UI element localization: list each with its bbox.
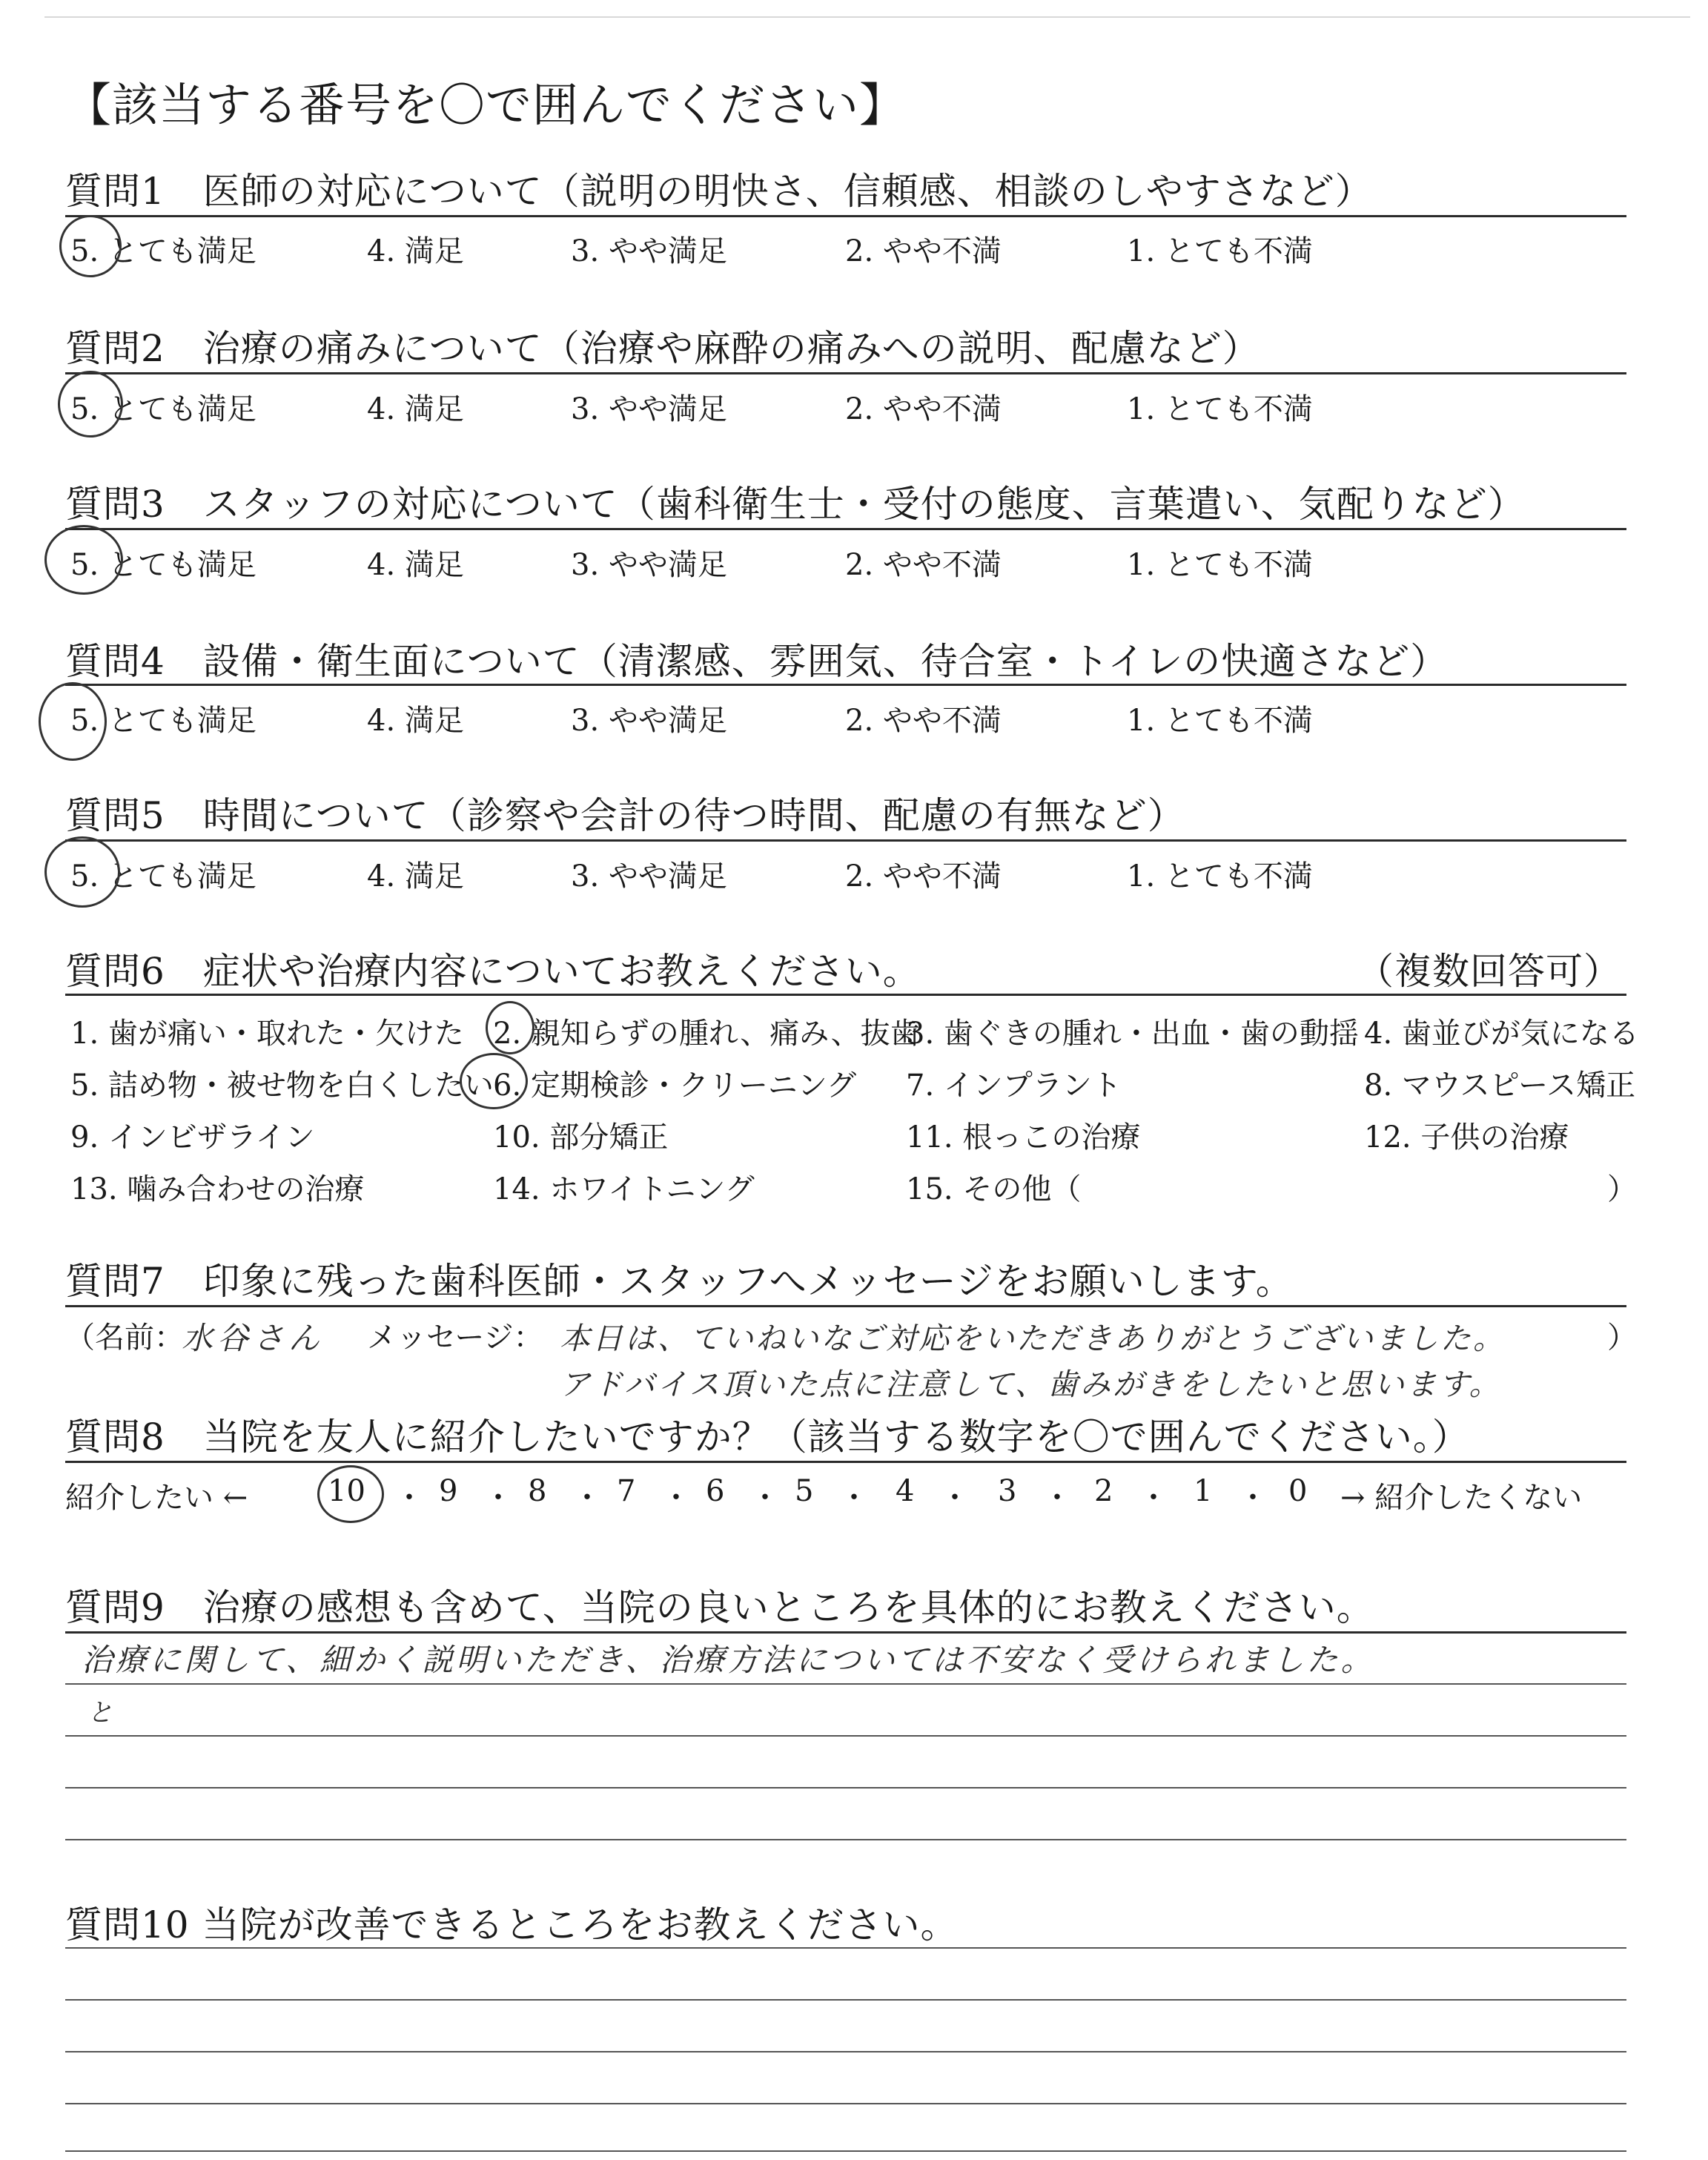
- scale-left-label: 紹介したい ←: [65, 1481, 248, 1515]
- scale-right-label: → 紹介したくない: [1340, 1481, 1583, 1515]
- option-5[interactable]: 5. とても満足: [70, 859, 256, 894]
- q6-option[interactable]: 5. 詰め物・被せ物を白くしたい: [70, 1069, 494, 1103]
- selection-circle: [317, 1465, 384, 1523]
- scale-separator: ・: [940, 1481, 970, 1515]
- option-2[interactable]: 2. やや不満: [845, 859, 1002, 894]
- q6-option[interactable]: 7. インプラント: [906, 1069, 1122, 1103]
- answer-line: [65, 1787, 1626, 1789]
- divider: [65, 994, 1626, 996]
- option-5[interactable]: 5. とても満足: [70, 704, 256, 738]
- option-4[interactable]: 4. 満足: [367, 392, 464, 426]
- scale-value-6[interactable]: 6: [706, 1474, 725, 1508]
- message-label: メッセージ：: [367, 1321, 543, 1355]
- name-label: （名前：: [65, 1321, 184, 1355]
- q6-option[interactable]: 2. 親知らずの腫れ、痛み、抜歯: [493, 1017, 920, 1051]
- option-2[interactable]: 2. やや不満: [845, 704, 1002, 738]
- scale-value-7[interactable]: 7: [617, 1474, 636, 1508]
- option-1[interactable]: 1. とても不満: [1127, 548, 1313, 582]
- answer-handwritten-line2[interactable]: と: [87, 1698, 117, 1728]
- question-title: 質問7 印象に残った歯科医師・スタッフへメッセージをお願いします。: [65, 1260, 1294, 1303]
- message-handwritten-line2[interactable]: アドバイス頂いた点に注意して、歯みがきをしたいと思います。: [560, 1367, 1502, 1402]
- question-title: 質問1 医師の対応について（説明の明快さ、信頼感、相談のしやすさなど）: [65, 170, 1373, 213]
- scale-value-10[interactable]: 10: [328, 1474, 365, 1508]
- divider: [65, 528, 1626, 530]
- question-title: 質問10 当院が改善できるところをお教えください。: [65, 1903, 959, 1946]
- multiple-answer-note: （複数回答可）: [1357, 950, 1621, 993]
- scale-separator: ・: [1238, 1481, 1268, 1515]
- scale-separator: ・: [572, 1481, 602, 1515]
- answer-line: [65, 1839, 1626, 1840]
- option-5[interactable]: 5. とても満足: [70, 548, 256, 582]
- option-1[interactable]: 1. とても不満: [1127, 704, 1313, 738]
- option-3[interactable]: 3. やや満足: [571, 234, 727, 268]
- selection-circle: [39, 682, 107, 761]
- scale-value-4[interactable]: 4: [896, 1474, 915, 1508]
- answer-line: [65, 2150, 1626, 2152]
- question-title: 質問5 時間について（診察や会計の待つ時間、配慮の有無など）: [65, 794, 1185, 837]
- q6-option[interactable]: 9. インビザライン: [70, 1120, 315, 1155]
- q6-option[interactable]: 10. 部分矯正: [493, 1120, 669, 1155]
- scale-separator: ・: [1042, 1481, 1072, 1515]
- q6-option[interactable]: 14. ホワイトニング: [493, 1172, 755, 1206]
- question-title: 質問9 治療の感想も含めて、当院の良いところを具体的にお教えください。: [65, 1586, 1374, 1629]
- q6-option[interactable]: 11. 根っこの治療: [906, 1120, 1141, 1155]
- scale-value-5[interactable]: 5: [795, 1474, 814, 1508]
- option-3[interactable]: 3. やや満足: [571, 704, 727, 738]
- q6-option[interactable]: 13. 噛み合わせの治療: [70, 1172, 365, 1206]
- divider: [65, 1631, 1626, 1634]
- selection-circle: [58, 371, 123, 437]
- answer-line: [65, 1735, 1626, 1737]
- option-4[interactable]: 4. 満足: [367, 548, 464, 582]
- option-1[interactable]: 1. とても不満: [1127, 392, 1313, 426]
- option-2[interactable]: 2. やや不満: [845, 548, 1002, 582]
- option-4[interactable]: 4. 満足: [367, 234, 464, 268]
- selection-circle: [44, 836, 120, 908]
- q6-option[interactable]: 8. マウスピース矯正: [1364, 1069, 1636, 1103]
- scale-value-9[interactable]: 9: [439, 1474, 458, 1508]
- option-3[interactable]: 3. やや満足: [571, 548, 727, 582]
- option-5[interactable]: 5. とても満足: [70, 392, 256, 426]
- scale-value-2[interactable]: 2: [1094, 1474, 1113, 1508]
- question-title: 質問3 スタッフの対応について（歯科衛生士・受付の態度、言葉遣い、気配りなど）: [65, 483, 1526, 526]
- option-1[interactable]: 1. とても不満: [1127, 234, 1313, 268]
- name-handwritten[interactable]: 水谷さん: [182, 1320, 325, 1356]
- selection-circle: [460, 1053, 528, 1109]
- option-2[interactable]: 2. やや不満: [845, 234, 1002, 268]
- option-2[interactable]: 2. やや不満: [845, 392, 1002, 426]
- scale-value-8[interactable]: 8: [528, 1474, 547, 1508]
- message-close-paren: ）: [1607, 1321, 1637, 1355]
- selection-circle: [486, 1001, 534, 1054]
- q6-option[interactable]: 4. 歯並びが気になる: [1364, 1017, 1639, 1051]
- divider: [65, 372, 1626, 374]
- answer-line: [65, 2051, 1626, 2052]
- q6-option[interactable]: 12. 子供の治療: [1364, 1120, 1569, 1155]
- answer-line: [65, 1947, 1626, 1949]
- answer-line: [65, 1999, 1626, 2001]
- selection-circle: [59, 215, 122, 277]
- q6-option[interactable]: 3. 歯ぐきの腫れ・出血・歯の動揺: [906, 1017, 1359, 1051]
- divider: [65, 684, 1626, 686]
- option-3[interactable]: 3. やや満足: [571, 392, 727, 426]
- scale-separator: ・: [483, 1481, 513, 1515]
- option-3[interactable]: 3. やや満足: [571, 859, 727, 894]
- scale-separator: ・: [394, 1481, 424, 1515]
- divider: [65, 1461, 1626, 1463]
- scale-separator: ・: [661, 1481, 691, 1515]
- q6-option-other[interactable]: 15. その他（: [906, 1172, 1082, 1206]
- option-4[interactable]: 4. 満足: [367, 704, 464, 738]
- selection-circle: [44, 525, 123, 595]
- scale-value-0[interactable]: 0: [1288, 1474, 1308, 1508]
- option-5[interactable]: 5. とても満足: [70, 234, 256, 268]
- option-4[interactable]: 4. 満足: [367, 859, 464, 894]
- q6-option[interactable]: 6. 定期検診・クリーニング: [493, 1069, 857, 1103]
- option-1[interactable]: 1. とても不満: [1127, 859, 1313, 894]
- divider: [65, 839, 1626, 842]
- question-title: 質問8 当院を友人に紹介したいですか？（該当する数字を〇で囲んでください。）: [65, 1416, 1470, 1459]
- other-close-paren: ）: [1607, 1172, 1637, 1206]
- q6-option[interactable]: 1. 歯が痛い・取れた・欠けた: [70, 1017, 464, 1051]
- answer-handwritten-line1[interactable]: 治療に関して、細かく説明いただき、治療方法については不安なく受けられました。: [82, 1642, 1375, 1678]
- scan-edge-line: [44, 16, 1690, 18]
- divider: [65, 215, 1626, 217]
- question-title: 質問6 症状や治療内容についてお教えください。: [65, 950, 921, 993]
- scale-separator: ・: [750, 1481, 780, 1515]
- message-handwritten-line1[interactable]: 本日は、ていねいなご対応をいただきありがとうございました。: [560, 1321, 1506, 1356]
- question-title: 質問4 設備・衛生面について（清潔感、雰囲気、待合室・トイレの快適さなど）: [65, 640, 1449, 683]
- question-title: 質問2 治療の痛みについて（治療や麻酔の痛みへの説明、配慮など）: [65, 327, 1260, 370]
- scale-value-3[interactable]: 3: [998, 1474, 1017, 1508]
- scale-separator: ・: [839, 1481, 869, 1515]
- divider: [65, 1305, 1626, 1307]
- answer-line: [65, 1683, 1626, 1685]
- answer-line: [65, 2103, 1626, 2104]
- scale-separator: ・: [1139, 1481, 1168, 1515]
- page-header: 【該当する番号を〇で囲んでください】: [65, 78, 907, 132]
- scale-value-1[interactable]: 1: [1194, 1474, 1213, 1508]
